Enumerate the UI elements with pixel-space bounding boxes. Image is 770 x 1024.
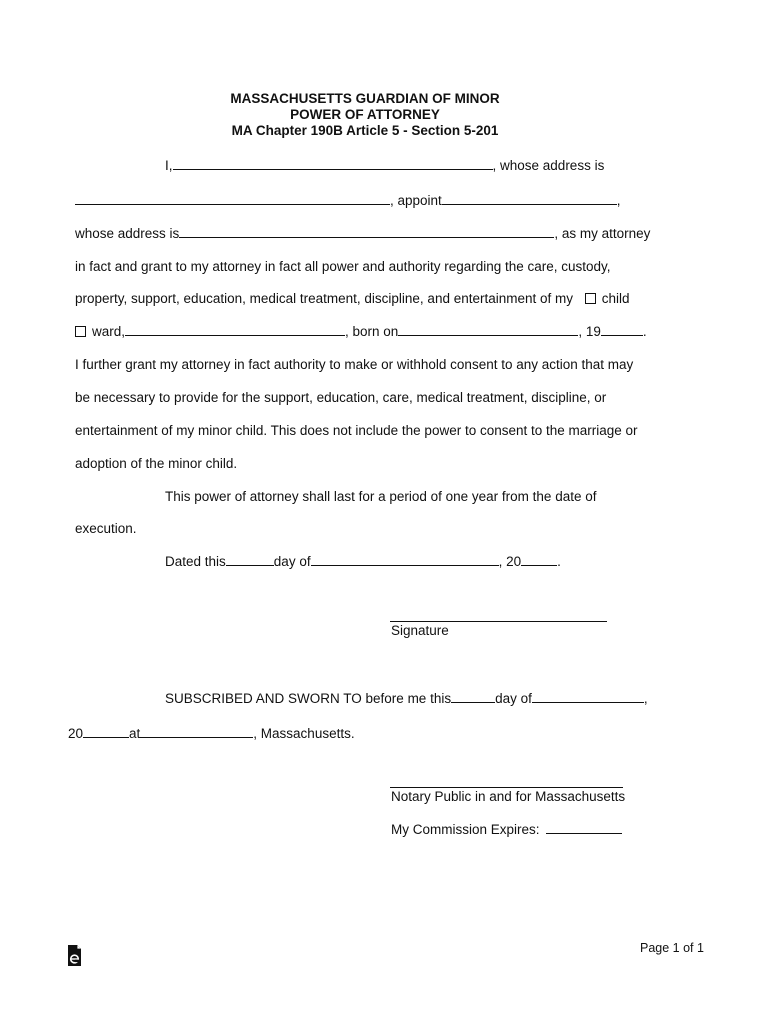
birth-year-field[interactable] — [601, 323, 643, 336]
attorney-address-label: whose address is — [75, 226, 180, 241]
period-text: . — [557, 554, 561, 569]
doc-title-line1: MASSACHUSETTS GUARDIAN OF MINOR — [230, 91, 500, 106]
sworn-year-label: 20 — [68, 726, 84, 741]
sworn-line — [165, 690, 648, 708]
sworn-year-line — [68, 725, 355, 743]
born-label: , born on — [345, 324, 399, 339]
notary-label: Notary Public in and for Massachusetts — [391, 789, 626, 804]
duration-text: This power of attorney shall last for a period of one year from the date of — [165, 489, 597, 504]
appoint-label: , appoint — [390, 193, 442, 208]
ward-label: ward, — [92, 324, 126, 339]
body-text-line: in fact and grant to my attorney in fact all power and authority regarding the care, custody, — [75, 259, 611, 274]
address-appoint-line — [75, 192, 621, 210]
doc-subtitle: MA Chapter 190B Article 5 - Section 5-201 — [231, 123, 499, 138]
at-label: at — [129, 726, 141, 741]
child-option-line — [75, 290, 630, 308]
grantor-name-field[interactable] — [173, 157, 493, 170]
eforms-logo-icon — [66, 944, 82, 968]
period-text: . — [642, 324, 647, 339]
page-number: Page 1 of 1 — [640, 941, 704, 955]
day-of-label: day of — [495, 691, 532, 706]
duration-text-end: execution. — [75, 521, 137, 536]
dated-month-field[interactable] — [311, 553, 499, 566]
signature-label: Signature — [391, 623, 449, 638]
attorney-name-field[interactable] — [442, 192, 617, 205]
body-text-line: adoption of the minor child. — [75, 456, 238, 471]
year-prefix: , 19 — [578, 324, 601, 339]
commission-line — [391, 821, 622, 839]
body-text: property, support, education, medical treatment, discipline, and entertainment of my — [75, 291, 574, 306]
location-field[interactable] — [140, 725, 253, 738]
commission-label: My Commission Expires: — [391, 822, 540, 837]
dated-year-label: , 20 — [498, 554, 522, 569]
ward-checkbox[interactable] — [75, 326, 86, 337]
minor-name-field[interactable] — [125, 323, 345, 336]
commission-expiry-field[interactable] — [546, 821, 622, 834]
sworn-month-field[interactable] — [532, 690, 644, 703]
body-text-line: be necessary to provide for the support, education, care, medical treatment, discipline, or — [75, 390, 607, 405]
dated-day-field[interactable] — [226, 553, 274, 566]
dated-line — [165, 553, 561, 571]
state-label: , Massachusetts. — [253, 726, 355, 741]
grantor-label: I, — [165, 158, 173, 173]
ward-line — [75, 323, 647, 341]
attorney-label: , as my attorney — [554, 226, 651, 241]
child-label: child — [601, 291, 630, 306]
day-of-label: day of — [273, 554, 311, 569]
body-text-line: entertainment of my minor child. This does not include the power to consent to the marriage or — [75, 423, 638, 438]
dated-label: Dated this — [165, 554, 226, 569]
comma-text: , — [616, 193, 621, 208]
child-checkbox[interactable] — [585, 293, 596, 304]
doc-title-line2: POWER OF ATTORNEY — [290, 107, 440, 122]
dated-year-field[interactable] — [521, 553, 557, 566]
comma-text: , — [643, 691, 648, 706]
birth-date-field[interactable] — [398, 323, 578, 336]
address-label: , whose address is — [492, 158, 605, 173]
sworn-year-field[interactable] — [83, 725, 129, 738]
grantor-line — [165, 157, 604, 175]
attorney-address-field[interactable] — [179, 225, 554, 238]
sworn-day-field[interactable] — [451, 690, 495, 703]
grantor-address-field[interactable] — [75, 192, 390, 205]
body-text-line: I further grant my attorney in fact authority to make or withhold consent to any action that may — [75, 357, 634, 372]
attorney-address-line — [75, 225, 650, 243]
sworn-label: SUBSCRIBED AND SWORN TO before me this — [165, 691, 452, 706]
